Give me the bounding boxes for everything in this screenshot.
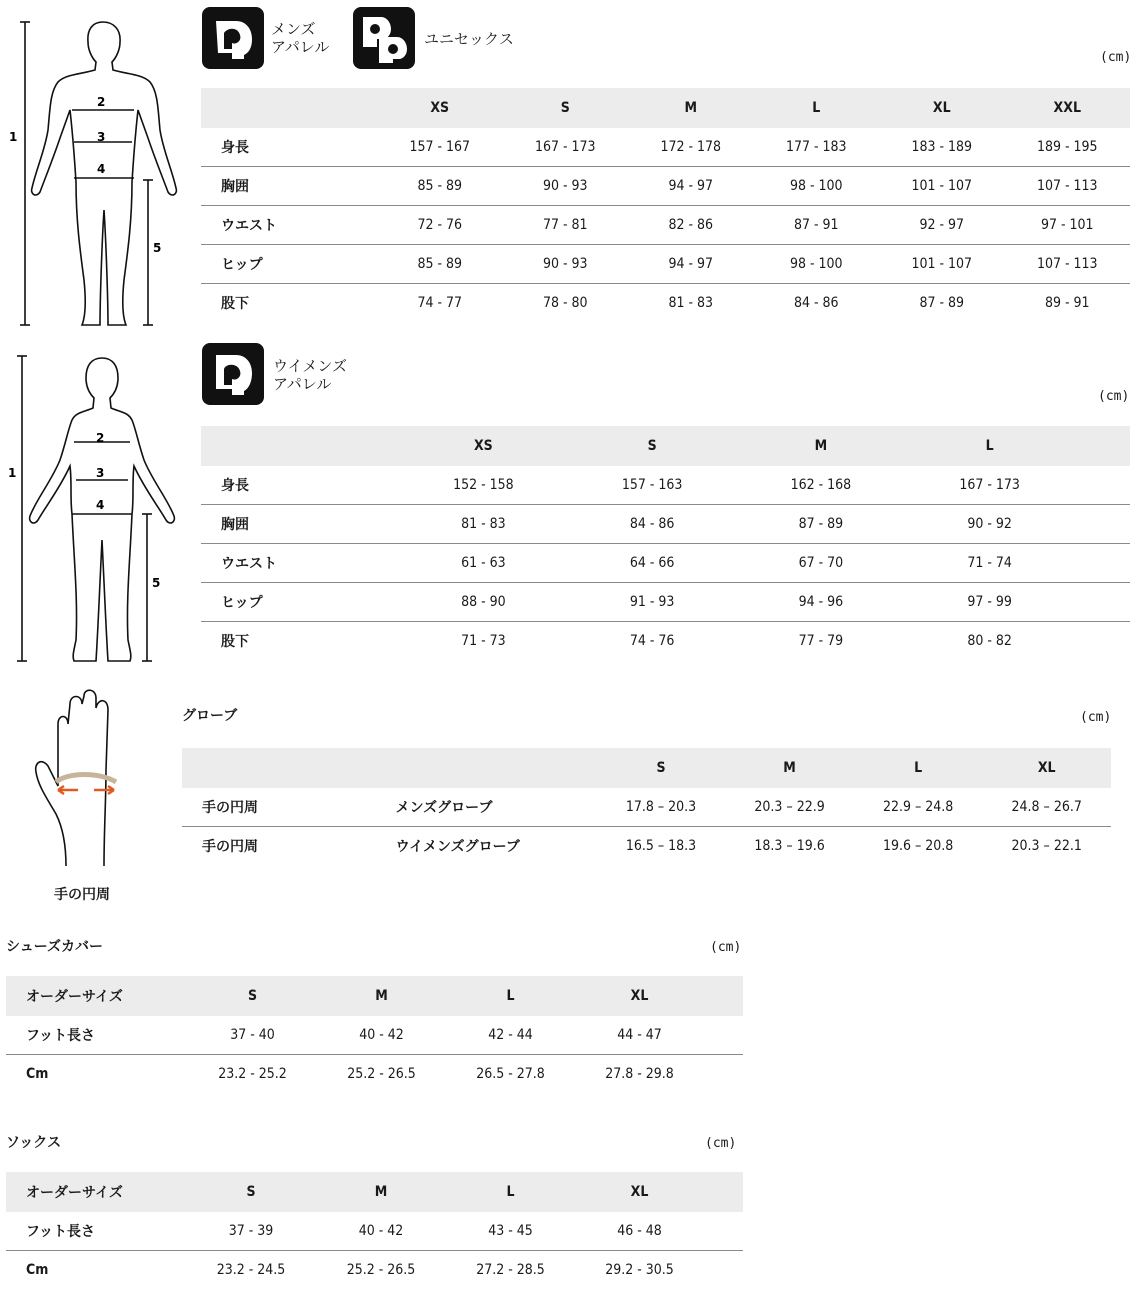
row-label: ヒップ	[201, 583, 399, 622]
table-cell: 22.9 – 24.8	[854, 788, 983, 827]
table-row	[201, 544, 1130, 583]
mens-unit-label: (cm)	[1100, 50, 1131, 65]
table-body	[6, 1212, 743, 1289]
table-row	[201, 128, 1130, 167]
table-cell: 87 - 89	[879, 284, 1005, 323]
table-cell: 183 - 189	[879, 128, 1005, 167]
gloves-title: グローブ	[182, 705, 237, 725]
unisex-icon	[353, 7, 415, 69]
mens-size-table	[201, 88, 1130, 322]
womens-unit-label: (cm)	[1098, 389, 1129, 404]
table-cell: 40 - 42	[316, 1212, 446, 1251]
table-header-row	[6, 976, 743, 1016]
table-cell: 89 - 91	[1005, 284, 1131, 323]
table-cell: 26.5 - 27.8	[446, 1055, 575, 1094]
table-cell: 87 - 89	[737, 505, 906, 544]
table-cell: 64 - 66	[568, 544, 737, 583]
table-cell: 20.3 – 22.1	[982, 827, 1111, 866]
figure-number-5: 5	[153, 241, 161, 255]
figure-number-2: 2	[96, 431, 104, 445]
table-cell: 157 - 163	[568, 466, 737, 505]
table-cell: 94 - 96	[737, 583, 906, 622]
shoe-covers-unit-label: (cm)	[710, 940, 741, 955]
mens-apparel-icon	[202, 7, 264, 69]
header-spacer	[1074, 426, 1130, 466]
header-xs: XS	[377, 88, 503, 128]
table-cell: 101 - 107	[879, 245, 1005, 284]
table-cell: 88 - 90	[399, 583, 568, 622]
figure-number-3: 3	[97, 130, 105, 144]
table-row	[201, 505, 1130, 544]
header-s: S	[188, 976, 317, 1016]
table-row	[201, 622, 1130, 661]
header-order-size: オーダーサイズ	[6, 1172, 186, 1212]
table-cell: 84 - 86	[568, 505, 737, 544]
table-cell: 162 - 168	[737, 466, 906, 505]
header-l: L	[446, 976, 575, 1016]
table-cell: 74 - 77	[377, 284, 503, 323]
table-cell: 107 - 113	[1005, 167, 1131, 206]
womens-apparel-label: ウイメンズ アパレル	[273, 357, 347, 393]
table-header-row	[201, 88, 1130, 128]
table-row	[201, 245, 1130, 284]
row-label: 身長	[201, 128, 377, 167]
socks-unit-label: (cm)	[705, 1136, 736, 1151]
table-cell: 84 - 86	[754, 284, 880, 323]
figure-number-2: 2	[97, 95, 105, 109]
table-row	[182, 827, 1111, 866]
spacer-cell	[1074, 544, 1130, 583]
table-cell: 71 - 74	[905, 544, 1074, 583]
table-cell: 90 - 92	[905, 505, 1074, 544]
table-cell: 91 - 93	[568, 583, 737, 622]
row-label: Cm	[6, 1251, 186, 1289]
table-cell: 72 - 76	[377, 206, 503, 245]
row-label: Cm	[6, 1055, 188, 1094]
table-cell: 77 - 81	[503, 206, 629, 245]
header-cell	[396, 748, 597, 788]
table-cell: 172 - 178	[628, 128, 754, 167]
header-xxl: XXL	[1005, 88, 1131, 128]
table-cell: 81 - 83	[399, 505, 568, 544]
row-label: 股下	[201, 622, 399, 661]
header-l: L	[446, 1172, 575, 1212]
header-m: M	[316, 1172, 446, 1212]
table-cell: 97 - 101	[1005, 206, 1131, 245]
row-label: フット長さ	[6, 1212, 186, 1251]
header-m: M	[317, 976, 446, 1016]
table-row	[6, 1251, 743, 1289]
row-label: フット長さ	[6, 1016, 188, 1055]
table-cell: 167 - 173	[905, 466, 1074, 505]
table-cell: 157 - 167	[377, 128, 503, 167]
socks-title: ソックス	[6, 1132, 61, 1152]
table-cell: 90 - 93	[503, 245, 629, 284]
spacer-cell	[704, 1055, 743, 1094]
header-cell	[182, 748, 396, 788]
table-row	[201, 583, 1130, 622]
table-cell: 87 - 91	[754, 206, 880, 245]
shoe-covers-size-table	[6, 976, 743, 1093]
header-l: L	[754, 88, 880, 128]
figure-number-1: 1	[9, 130, 17, 144]
table-header-row	[201, 426, 1130, 466]
figure-number-3: 3	[96, 466, 104, 480]
row-sublabel: ウイメンズグローブ	[396, 827, 597, 866]
table-cell: 82 - 86	[628, 206, 754, 245]
table-cell: 29.2 - 30.5	[575, 1251, 704, 1289]
figure-number-4: 4	[96, 498, 104, 512]
womens-body-diagram	[0, 350, 190, 670]
table-cell: 107 - 113	[1005, 245, 1131, 284]
table-cell: 85 - 89	[377, 167, 503, 206]
row-label: 胸囲	[201, 505, 399, 544]
table-cell: 71 - 73	[399, 622, 568, 661]
table-cell: 167 - 173	[503, 128, 629, 167]
table-cell: 27.2 - 28.5	[446, 1251, 575, 1289]
womens-size-table	[201, 426, 1130, 660]
table-cell: 81 - 83	[628, 284, 754, 323]
header-cell	[201, 88, 377, 128]
table-cell: 24.8 – 26.7	[982, 788, 1111, 827]
table-body	[182, 788, 1111, 865]
table-cell: 19.6 – 20.8	[854, 827, 983, 866]
table-header-row	[182, 748, 1111, 788]
gloves-size-table	[182, 748, 1111, 865]
row-label: ウエスト	[201, 544, 399, 583]
hand-icon	[28, 690, 138, 870]
table-cell: 78 - 80	[503, 284, 629, 323]
header-xl: XL	[575, 1172, 704, 1212]
table-cell: 189 - 195	[1005, 128, 1131, 167]
header-m: M	[725, 748, 854, 788]
table-cell: 16.5 – 18.3	[597, 827, 726, 866]
table-row	[6, 1016, 743, 1055]
row-label: ウエスト	[201, 206, 377, 245]
figure-number-1: 1	[8, 466, 16, 480]
table-body	[201, 128, 1130, 322]
table-row	[201, 167, 1130, 206]
spacer-cell	[1074, 622, 1130, 661]
table-row	[6, 1212, 743, 1251]
socks-size-table	[6, 1172, 743, 1289]
table-cell: 40 - 42	[317, 1016, 446, 1055]
table-row	[201, 284, 1130, 323]
table-cell: 98 - 100	[754, 245, 880, 284]
header-m: M	[737, 426, 906, 466]
table-header-row	[6, 1172, 743, 1212]
spacer-cell	[1074, 583, 1130, 622]
figure-number-4: 4	[97, 162, 105, 176]
header-xs: XS	[399, 426, 568, 466]
table-cell: 25.2 - 26.5	[316, 1251, 446, 1289]
table-cell: 67 - 70	[737, 544, 906, 583]
table-cell: 94 - 97	[628, 167, 754, 206]
table-row	[201, 466, 1130, 505]
table-cell: 152 - 158	[399, 466, 568, 505]
row-sublabel: メンズグローブ	[396, 788, 597, 827]
row-label: 手の円周	[182, 788, 396, 827]
header-spacer	[704, 976, 743, 1016]
table-row	[6, 1055, 743, 1094]
table-row	[201, 206, 1130, 245]
table-cell: 23.2 - 24.5	[186, 1251, 316, 1289]
header-s: S	[597, 748, 726, 788]
header-order-size: オーダーサイズ	[6, 976, 188, 1016]
table-cell: 90 - 93	[503, 167, 629, 206]
table-cell: 46 - 48	[575, 1212, 704, 1251]
table-cell: 61 - 63	[399, 544, 568, 583]
table-cell: 43 - 45	[446, 1212, 575, 1251]
table-cell: 20.3 – 22.9	[725, 788, 854, 827]
gloves-unit-label: (cm)	[1080, 710, 1111, 725]
table-cell: 23.2 - 25.2	[188, 1055, 317, 1094]
header-s: S	[568, 426, 737, 466]
header-xl: XL	[982, 748, 1111, 788]
spacer-cell	[704, 1212, 743, 1251]
table-body	[6, 1016, 743, 1093]
table-cell: 74 - 76	[568, 622, 737, 661]
header-s: S	[503, 88, 629, 128]
table-cell: 37 - 40	[188, 1016, 317, 1055]
table-cell: 98 - 100	[754, 167, 880, 206]
header-spacer	[704, 1172, 743, 1212]
womens-apparel-icon	[202, 343, 264, 405]
header-xl: XL	[879, 88, 1005, 128]
row-label: 胸囲	[201, 167, 377, 206]
table-cell: 92 - 97	[879, 206, 1005, 245]
header-m: M	[628, 88, 754, 128]
table-row	[182, 788, 1111, 827]
header-s: S	[186, 1172, 316, 1212]
table-cell: 25.2 - 26.5	[317, 1055, 446, 1094]
table-cell: 44 - 47	[575, 1016, 704, 1055]
figure-number-5: 5	[152, 576, 160, 590]
table-cell: 27.8 - 29.8	[575, 1055, 704, 1094]
header-cell	[201, 426, 399, 466]
unisex-label: ユニセックス	[424, 30, 514, 48]
spacer-cell	[1074, 466, 1130, 505]
header-l: L	[854, 748, 983, 788]
row-label: ヒップ	[201, 245, 377, 284]
table-cell: 42 - 44	[446, 1016, 575, 1055]
mens-body-diagram	[0, 10, 190, 340]
spacer-cell	[704, 1251, 743, 1289]
table-cell: 17.8 – 20.3	[597, 788, 726, 827]
table-cell: 177 - 183	[754, 128, 880, 167]
header-xl: XL	[575, 976, 704, 1016]
table-cell: 101 - 107	[879, 167, 1005, 206]
hand-caption: 手の円周	[54, 884, 110, 904]
table-cell: 97 - 99	[905, 583, 1074, 622]
table-cell: 94 - 97	[628, 245, 754, 284]
mens-apparel-label: メンズ アパレル	[271, 20, 329, 56]
spacer-cell	[704, 1016, 743, 1055]
table-cell: 37 - 39	[186, 1212, 316, 1251]
table-cell: 18.3 – 19.6	[725, 827, 854, 866]
row-label: 手の円周	[182, 827, 396, 866]
row-label: 股下	[201, 284, 377, 323]
header-l: L	[905, 426, 1074, 466]
shoe-covers-title: シューズカバー	[6, 936, 103, 956]
table-body	[201, 466, 1130, 660]
spacer-cell	[1074, 505, 1130, 544]
row-label: 身長	[201, 466, 399, 505]
table-cell: 80 - 82	[905, 622, 1074, 661]
table-cell: 77 - 79	[737, 622, 906, 661]
table-cell: 85 - 89	[377, 245, 503, 284]
